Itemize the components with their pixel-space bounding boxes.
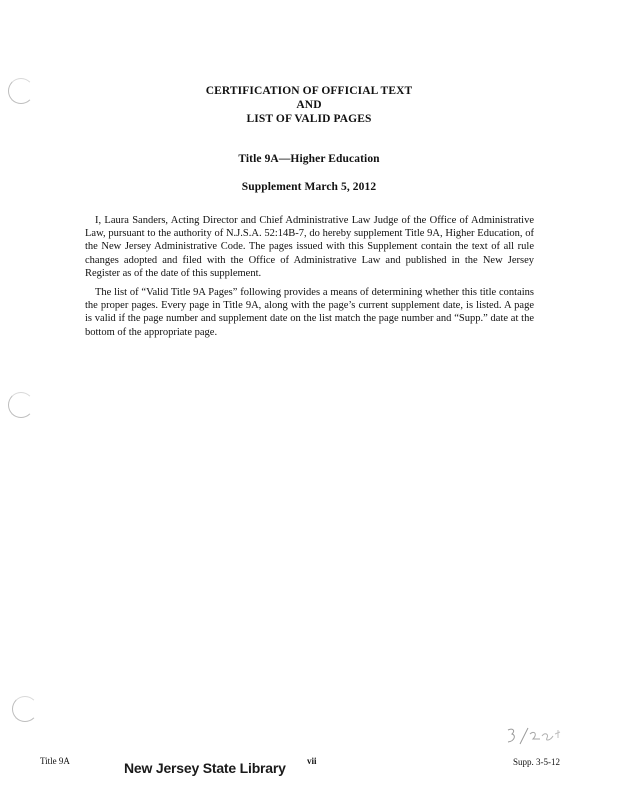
punch-hole-bottom	[12, 696, 38, 722]
library-stamp: New Jersey State Library	[124, 760, 286, 776]
heading-certification: CERTIFICATION OF OFFICIAL TEXT	[205, 85, 413, 97]
heading-and: AND	[296, 99, 322, 111]
footer-supplement-date: Supp. 3-5-12	[513, 757, 560, 767]
valid-pages-paragraph: The list of “Valid Title 9A Pages” following provides a means of determining whether this title contains the proper pages. Every page in Title 9A, along with the page’s current supplement date, is listed. A page is valid if the page number and supplement date on the list match the page number and “Supp.” date at the bottom of the appropriate page.	[85, 287, 534, 338]
footer-title: Title 9A	[40, 756, 70, 766]
heading-valid-pages: LIST OF VALID PAGES	[246, 113, 372, 125]
punch-hole-middle	[8, 392, 34, 418]
handwritten-date-mark	[500, 722, 570, 750]
title-heading: Title 9A—Higher Education	[238, 153, 380, 165]
certification-paragraph: I, Laura Sanders, Acting Director and Chief Administrative Law Judge of the Office of Administrative Law, pursuant to the authority of N.J.S.A. 52:14B-7, do hereby supplement Title 9A, Higher Education, of the New Jersey Administrative Code. The pages issued with this Supplement contain the text of all rule changes adopted and filed with the Office of Administrative Law and published in the New Jersey Register as of the date of this supplement.	[85, 215, 534, 279]
page-number: vii	[307, 756, 317, 766]
supplement-date-heading: Supplement March 5, 2012	[241, 181, 377, 193]
